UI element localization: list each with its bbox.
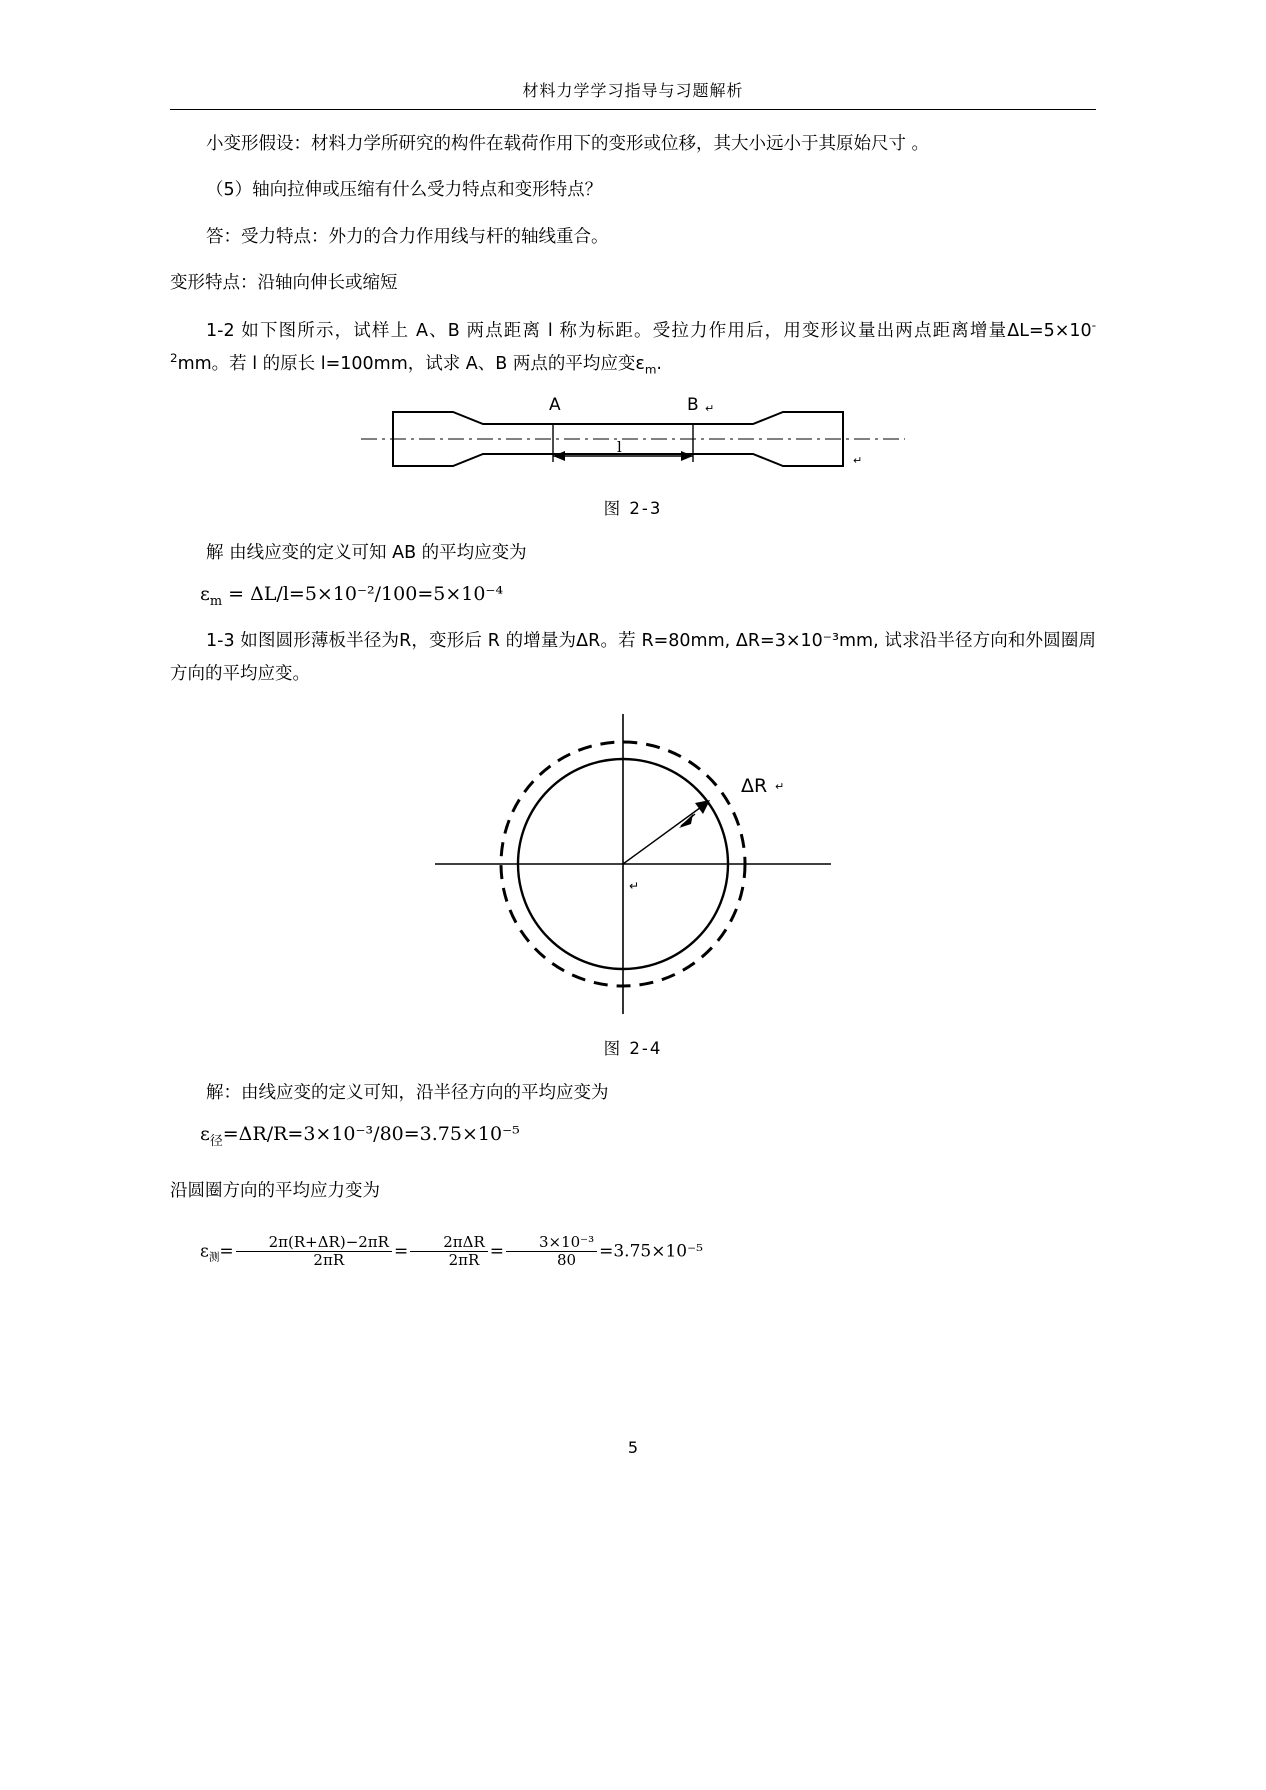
equation-epsilon-measured-tail: =3.75×10⁻⁵ xyxy=(599,1240,703,1261)
paragraph-problem-1-3: 1-3 如图圆形薄板半径为R，变形后 R 的增量为ΔR。若 R=80mm, ΔR=3×10⁻³mm, 试求沿半径方向和外圆圈周方向的平均应变。 xyxy=(170,631,1096,684)
header-divider xyxy=(170,109,1096,110)
figure-2-3-label-a: A xyxy=(549,395,561,416)
problem-1-2-exponent: -2 xyxy=(170,317,1096,365)
paragraph-answer-force: 答：受力特点：外力的合力作用线与杆的轴线重合。 xyxy=(206,226,609,247)
figure-2-3-label-l: l xyxy=(617,438,622,457)
equation-epsilon-m-body: = ΔL/l=5×10⁻²/100=5×10⁻⁴ xyxy=(222,583,504,606)
figure-2-3-drawing xyxy=(353,394,913,484)
equation-epsilon-measured-sub: 测 xyxy=(208,1251,220,1264)
fraction-3-numerator: 3×10⁻³ xyxy=(506,1234,597,1252)
problem-1-2-text-a: 1-2 如下图所示，试样上 A、B 两点距离 l 称为标距。受拉力作用后，用变形议量出两点距离增量ΔL=5× xyxy=(206,320,1070,341)
svg-text:↵: ↵ xyxy=(853,454,863,468)
figure-2-4 xyxy=(170,704,1096,1029)
svg-text:↵: ↵ xyxy=(775,779,785,793)
fraction-1-numerator: 2π(R+ΔR)−2πR xyxy=(236,1234,392,1252)
paragraph-question-5: （5）轴向拉伸或压缩有什么受力特点和变形特点？ xyxy=(206,180,603,201)
paragraph-small-deformation: 小变形假设：材料力学所研究的构件在载荷作用下的变形或位移，其大小远小于其原始尺寸 。 xyxy=(206,134,930,154)
equation-epsilon-radial xyxy=(170,1123,1096,1149)
svg-text:↵: ↵ xyxy=(629,878,640,893)
equation-epsilon-m-var: ε xyxy=(200,583,210,606)
equation-operator-2: = xyxy=(489,1240,504,1261)
equation-epsilon-radial-sub: 径 xyxy=(209,1134,223,1150)
figure-2-3-label-b: B xyxy=(687,395,699,416)
figure-2-3 xyxy=(170,394,1096,489)
equation-operator-1: = xyxy=(393,1240,409,1261)
equation-epsilon-measured-eq: = xyxy=(219,1240,234,1261)
problem-1-2-text-b: mm。若 l 的原长 l=100mm，试求 A、B 两点的平均应变ε xyxy=(177,353,645,374)
paragraph-solution-1-3: 解：由线应变的定义可知，沿半径方向的平均应变为 xyxy=(206,1082,609,1103)
fraction-2-denominator: 2πR xyxy=(448,1250,480,1269)
problem-1-2-subscript: m xyxy=(644,362,657,377)
equation-epsilon-m-sub: m xyxy=(209,594,223,610)
paragraph-solution-1-2: 解 由线应变的定义可知 AB 的平均应变为 xyxy=(206,543,527,564)
figure-2-4-label-delta-r: ΔR xyxy=(741,774,768,797)
paragraph-problem-1-2: 1-2 如下图所示，试样上 A、B 两点距离 l 称为标距。受拉力作用后，用变形议量出两点距离增量$\Delta L=5\times 10^{-2}mm$。若 l 的原长 l=100mm，试求 A、B 两点的平均应变$\varepsilon_m$. xyxy=(170,317,1096,377)
paragraph-circumferential: 沿圆圈方向的平均应力变为 xyxy=(170,1181,380,1202)
fraction-1 xyxy=(236,1234,392,1270)
figure-2-4-caption: 图 2-4 xyxy=(603,1038,663,1058)
equation-epsilon-measured-var: ε xyxy=(200,1240,209,1261)
svg-text:↵: ↵ xyxy=(705,402,715,416)
fraction-1-denominator: 2πR xyxy=(313,1250,345,1269)
paragraph-answer-deformation: 变形特点：沿轴向伸长或缩短 xyxy=(170,273,398,294)
fraction-3-denominator: 80 xyxy=(557,1250,577,1269)
problem-1-2-text-c: . xyxy=(656,353,662,374)
equation-epsilon-m xyxy=(170,583,1096,609)
header-title: 材料力学学习指导与习题解析 xyxy=(522,81,744,100)
fraction-3 xyxy=(506,1234,597,1270)
page-content xyxy=(170,128,1096,1285)
equation-epsilon-radial-var: ε xyxy=(200,1123,210,1146)
fraction-2-numerator: 2πΔR xyxy=(410,1234,488,1252)
page-header xyxy=(170,78,1096,110)
fraction-2 xyxy=(410,1234,488,1270)
equation-epsilon-radial-body: =ΔR/R=3×10⁻³/80=3.75×10⁻⁵ xyxy=(222,1123,520,1146)
page-number: 5 xyxy=(627,1438,639,1457)
figure-2-4-drawing xyxy=(423,704,843,1024)
figure-2-3-caption: 图 2-3 xyxy=(603,499,663,519)
equation-epsilon-measured xyxy=(170,1234,1096,1270)
